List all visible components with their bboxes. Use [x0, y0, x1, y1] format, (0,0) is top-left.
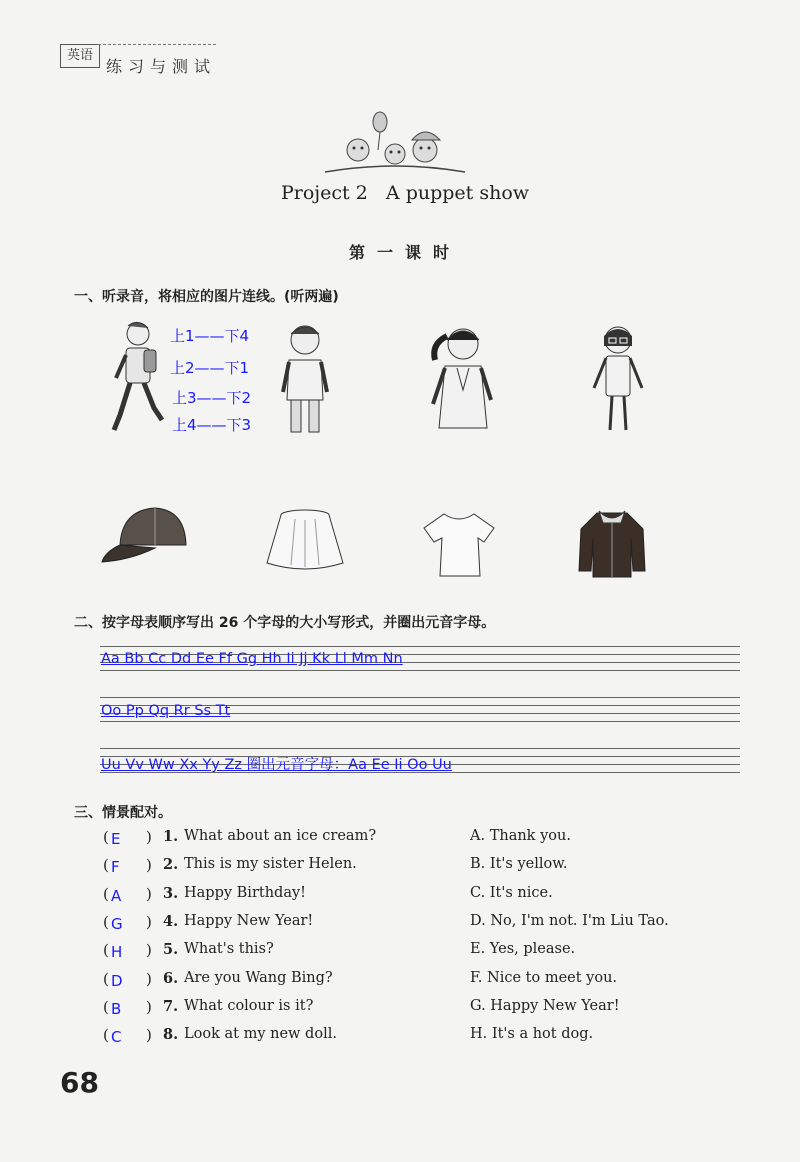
header-rule: [98, 44, 216, 45]
jacket-icon: [575, 505, 650, 580]
answer-letter: G: [111, 914, 123, 933]
alphabet-line-1: Aa Bb Cc Dd Ee Ff Gg Hh Ii Jj Kk Ll Mm Nn: [101, 651, 403, 667]
question-number: 4.: [163, 912, 179, 930]
subject-badge: 英语: [60, 44, 100, 68]
open-paren: (: [103, 856, 109, 875]
girl-pigtail-icon: [425, 320, 495, 435]
question-number: 6.: [163, 969, 179, 987]
question-number: 5.: [163, 941, 179, 959]
option-text: C. It's nice.: [470, 884, 553, 901]
answer-letter: D: [111, 971, 123, 990]
section3-title: 三、情景配对。: [74, 805, 172, 821]
question-text: Are you Wang Bing?: [184, 969, 333, 986]
question-text: What about an ice cream?: [184, 828, 377, 844]
question-text: What colour is it?: [184, 997, 314, 1014]
skirt-icon: [265, 505, 345, 573]
close-paren: ): [146, 828, 152, 846]
question-number: 2.: [163, 856, 179, 874]
book-title: 练习与测试: [106, 57, 217, 76]
question-text: Look at my new doll.: [184, 1026, 337, 1043]
girl-glasses-icon: [588, 320, 648, 435]
open-paren: (: [103, 828, 109, 846]
match-answer-1: 上1——下4: [170, 327, 250, 345]
open-paren: (: [103, 969, 109, 988]
lesson-title: 第一课时: [348, 243, 461, 262]
answer-letter: C: [111, 1028, 122, 1047]
question-text: What's this?: [184, 941, 274, 958]
option-text: B. It's yellow.: [470, 856, 568, 873]
question-number: 1.: [163, 828, 179, 845]
question-text: Happy New Year!: [184, 912, 314, 929]
match-answer-4: 上4——下3: [172, 416, 252, 434]
match-answer-2: 上2——下1: [170, 359, 250, 377]
alphabet-line-3: Uu Vv Ww Xx Yy Zz 圈出元音字母：Aa Ee Ii Oo Uu: [101, 757, 452, 773]
option-text: F. Nice to meet you.: [470, 969, 618, 986]
close-paren: ): [146, 1026, 152, 1045]
close-paren: ): [146, 912, 152, 931]
tshirt-icon: [422, 510, 497, 580]
option-text: G. Happy New Year!: [470, 997, 620, 1014]
option-text: D. No, I'm not. I'm Liu Tao.: [470, 912, 669, 929]
answer-letter: H: [111, 943, 123, 962]
answer-letter: E: [111, 830, 121, 848]
open-paren: (: [103, 1026, 109, 1045]
answer-letter: A: [111, 886, 122, 905]
section1-title: 一、听录音，将相应的图片连线。(听两遍): [74, 289, 339, 305]
project-title: Project 2 A puppet show: [280, 182, 530, 204]
question-text: Happy Birthday!: [184, 884, 306, 901]
close-paren: ): [146, 884, 152, 903]
section2-title: 二、按字母表顺序写出 26 个字母的大小写形式，并圈出元音字母。: [74, 615, 496, 631]
alphabet-line-2: Oo Pp Qq Rr Ss Tt: [101, 703, 231, 719]
close-paren: ): [146, 856, 152, 875]
open-paren: (: [103, 941, 109, 960]
open-paren: (: [103, 997, 109, 1016]
close-paren: ): [146, 941, 152, 960]
question-number: 7.: [163, 997, 179, 1015]
option-text: E. Yes, please.: [470, 941, 576, 958]
close-paren: ): [146, 969, 152, 988]
open-paren: (: [103, 912, 109, 931]
open-paren: (: [103, 884, 109, 903]
children-illustration-icon: [320, 110, 470, 180]
answer-letter: F: [111, 858, 120, 877]
match-answer-3: 上3——下2: [172, 389, 252, 407]
question-number: 8.: [163, 1026, 179, 1044]
boy-running-icon: [110, 320, 170, 435]
page-number: 68: [60, 1066, 99, 1099]
close-paren: ): [146, 997, 152, 1016]
question-number: 3.: [163, 884, 179, 902]
answer-letter: B: [111, 999, 122, 1018]
boy-standing-icon: [275, 320, 335, 435]
cap-icon: [100, 500, 190, 570]
option-text: A. Thank you.: [470, 828, 571, 844]
question-text: This is my sister Helen.: [184, 856, 357, 873]
option-text: H. It's a hot dog.: [470, 1026, 594, 1043]
